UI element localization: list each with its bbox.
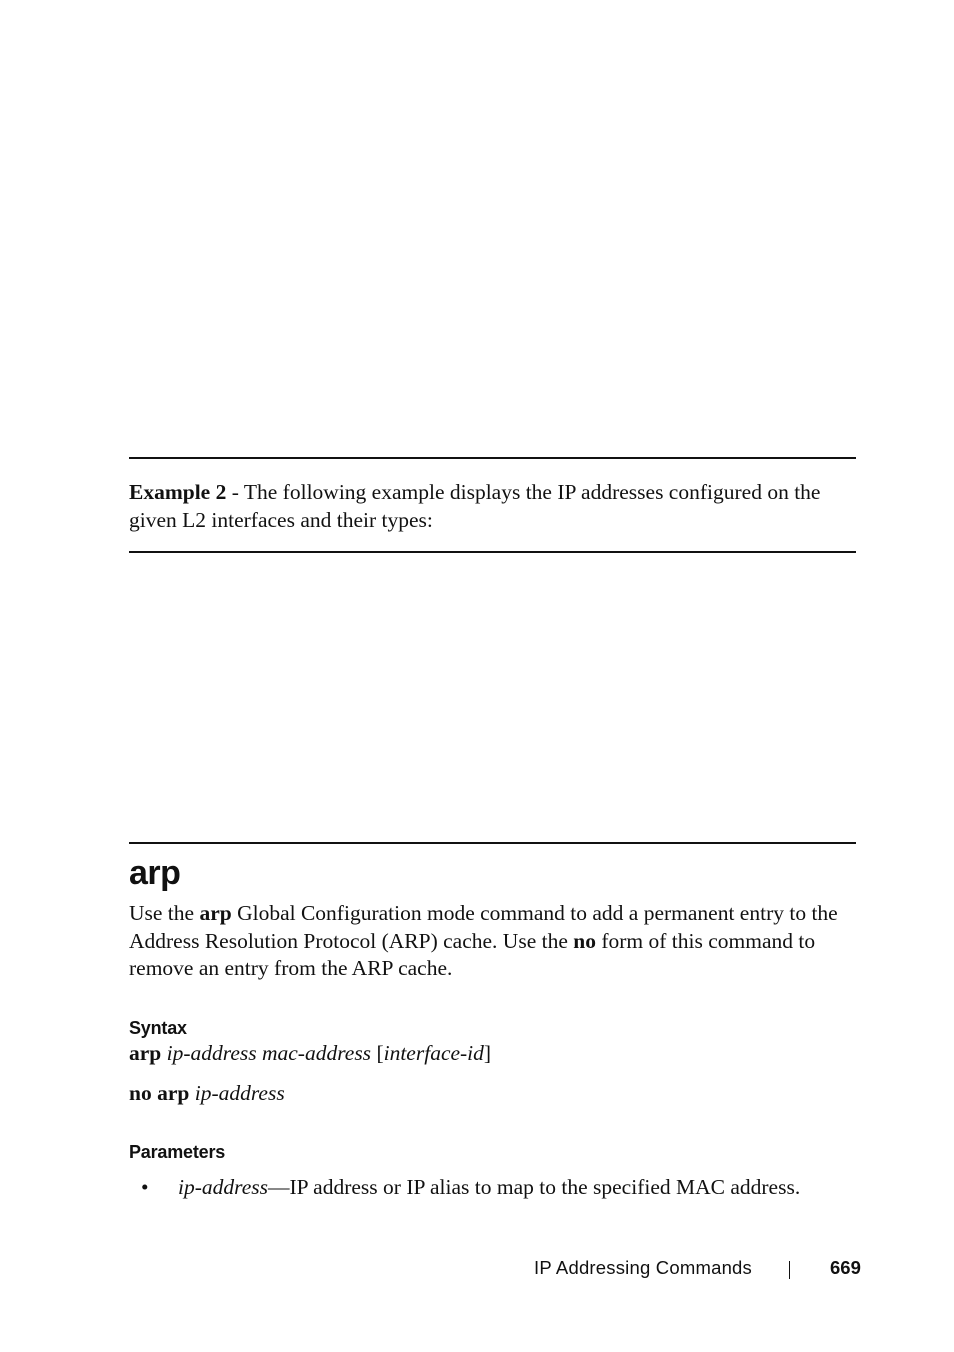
page-number: 669 [830,1257,861,1278]
section-title: arp [129,854,181,892]
syntax-optional-arg: interface-id [383,1041,484,1065]
top-rule [129,457,856,459]
syntax-bracket-close: ] [483,1041,492,1065]
intro-command: arp [199,901,232,925]
section-rule [129,842,856,844]
footer-section-title: IP Addressing Commands [534,1257,752,1278]
syntax-args: ip-address mac-address [166,1041,372,1065]
syntax-bracket-open: [ [376,1041,384,1065]
syntax-command: arp [129,1041,162,1065]
intro-text-1: Use the [129,901,200,925]
intro-text-2: Global Configuration mode command to add a permanent entry to the Address Resolution Protocol (ARP) cache. Use the [129,901,838,953]
example-paragraph [129,479,856,534]
footer-separator [789,1261,790,1279]
example-label: Example 2 [129,480,227,504]
syntax-line-1 [129,1040,491,1068]
bullet-icon: • [141,1175,149,1199]
intro-text-3: form of this command to remove an entry from the ARP cache. [129,928,816,980]
intro-no-keyword: no [573,928,596,953]
section-intro [129,900,856,983]
example-bottom-rule [129,551,856,553]
syntax-no-command: no arp [129,1081,190,1105]
syntax-heading: Syntax [129,1018,187,1038]
parameter-name: ip-address [178,1175,268,1199]
parameter-description: —IP address or IP alias to map to the specified MAC address. [267,1175,801,1199]
syntax-no-args: ip-address [194,1081,285,1105]
parameter-item [178,1174,800,1202]
parameters-heading: Parameters [129,1142,226,1162]
example-text: - The following example displays the IP addresses configured on the given L2 interfaces and their types: [129,480,821,532]
syntax-line-2 [129,1080,285,1108]
